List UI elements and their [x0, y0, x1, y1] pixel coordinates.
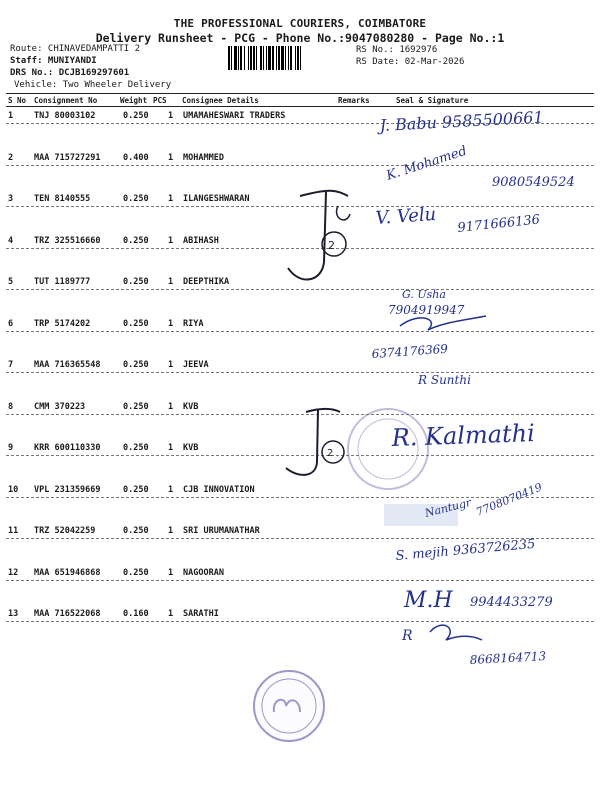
row-consignee: NAGOORAN: [183, 568, 224, 578]
row6-signature: [371, 342, 449, 361]
row-pcs: 1: [168, 319, 174, 329]
row-consignment-no: TNJ 80003102: [34, 111, 96, 121]
row-sno: 11: [8, 526, 19, 536]
row-consignee: CJB INNOVATION: [183, 485, 255, 495]
row-sno: 13: [8, 609, 19, 619]
row2-signature: [384, 144, 575, 190]
row-pcs: 1: [168, 485, 174, 495]
row-consignment-no: MAA 716522068: [34, 609, 101, 619]
row3-signature: [375, 204, 541, 236]
row11-signature: [395, 537, 536, 564]
row-consignee: KVB: [183, 443, 199, 453]
row-pcs: 1: [168, 236, 174, 246]
row-weight: 0.250: [123, 402, 149, 412]
row-consignment-no: KRR 600110330: [34, 443, 101, 453]
row-consignment-no: CMM 370223: [34, 402, 86, 412]
row-weight: 0.250: [123, 568, 149, 578]
row-pcs: 1: [168, 111, 174, 121]
row-sno: 12: [8, 568, 19, 578]
row-sno: 10: [8, 485, 19, 495]
row-consignment-no: VPL 231359669: [34, 485, 101, 495]
row-consignee: UMAMAHESWARI TRADERS: [183, 111, 286, 121]
row2-handwriting-name: K. Mohamed: [384, 143, 469, 184]
row-consignment-no: TRZ 325516660: [34, 236, 101, 246]
row7-handwriting: R Sunthi: [418, 373, 471, 387]
row-weight: 0.400: [123, 153, 149, 163]
row13-handwriting-name: R: [402, 628, 413, 644]
row-consignee: DEEPTHIKA: [183, 277, 230, 287]
row-consignment-no: MAA 716365548: [34, 360, 101, 370]
route-text: Route: CHINAVEDAMPATTI 2: [10, 44, 141, 54]
row6-handwriting: 6374176369: [371, 341, 449, 361]
document-subtitle: Delivery Runsheet - PCG - Phone No.:9047080280 - Page No.:1: [95, 31, 505, 45]
row-sno: 7: [8, 360, 14, 370]
row7-signature: [417, 373, 471, 387]
col-header-seal: Seal & Signature: [396, 96, 469, 105]
row-consignment-no: TUT 1189777: [34, 277, 91, 287]
row-consignee: SRI URUMANATHAR: [183, 526, 260, 536]
row-weight: 0.250: [123, 194, 149, 204]
row3-handwriting-phone: 9171666136: [456, 212, 541, 236]
row13-handwriting-phone: 8668164713: [469, 649, 547, 667]
col-header-consignee: Consignee Details: [182, 96, 259, 105]
row-sno: 4: [8, 236, 14, 246]
row-weight: 0.250: [123, 111, 149, 121]
row10-signature: [384, 481, 544, 526]
row-weight: 0.250: [123, 443, 149, 453]
row1-handwriting: J. Babu 9585500661: [379, 107, 545, 135]
row-consignee: ABIHASH: [183, 236, 219, 246]
office-round-stamp: [254, 671, 324, 741]
row-pcs: 1: [168, 277, 174, 287]
row13-signature: [401, 625, 547, 667]
row2-handwriting-phone: 9080549524: [492, 175, 575, 190]
row-consignee: MOHAMMED: [183, 153, 224, 163]
row-pcs: 1: [168, 153, 174, 163]
row9-handwriting: R. Kalmathi: [391, 419, 536, 452]
col-header-remarks: Remarks: [338, 96, 370, 105]
row5-signature: [388, 288, 486, 330]
row-pcs: 1: [168, 194, 174, 204]
row-sno: 6: [8, 319, 14, 329]
col-header-pcs: PCS: [153, 96, 167, 105]
row-consignment-no: MAA 651946868: [34, 568, 101, 578]
svg-text:2: 2: [327, 448, 334, 459]
row-consignee: RIYA: [183, 319, 204, 329]
row-consignment-no: TEN 8140555: [34, 194, 91, 204]
row11-handwriting: S. mejih 9363726235: [395, 536, 536, 564]
row12-signature: [403, 588, 553, 613]
row1-signature: [376, 107, 544, 135]
row-sno: 5: [8, 277, 14, 287]
row-pcs: 1: [168, 443, 174, 453]
row-weight: 0.250: [123, 319, 149, 329]
rs-number: RS No.: 1692976: [356, 45, 438, 55]
row-weight: 0.250: [123, 360, 149, 370]
col-header-sno: S No: [8, 96, 27, 105]
row-consignee: JEEVA: [183, 360, 209, 370]
row3-4-company-mark: [288, 191, 350, 280]
row-consignment-no: MAA 715727291: [34, 153, 101, 163]
rs-date: RS Date: 02-Mar-2026: [356, 57, 465, 67]
row12-handwriting-phone: 9944433279: [470, 595, 553, 610]
row10-handwriting-name: Nantugr: [423, 495, 473, 520]
svg-text:2: 2: [328, 239, 335, 252]
row5-handwriting-phone: 7904919947: [388, 303, 465, 317]
row-sno: 9: [8, 443, 14, 453]
row-weight: 0.250: [123, 277, 149, 287]
row-pcs: 1: [168, 568, 174, 578]
row-weight: 0.250: [123, 526, 149, 536]
row-weight: 0.250: [123, 485, 149, 495]
row-pcs: 1: [168, 360, 174, 370]
row-pcs: 1: [168, 609, 174, 619]
document-title: THE PROFESSIONAL COURIERS, COIMBATORE: [173, 17, 427, 30]
row-pcs: 1: [168, 526, 174, 536]
row-sno: 1: [8, 111, 14, 121]
row-consignee: KVB: [183, 402, 199, 412]
staff-text: Staff: MUNIYANDI: [10, 56, 97, 66]
row-weight: 0.250: [123, 236, 149, 246]
row-consignee: ILANGESHWARAN: [183, 194, 250, 204]
row-consignment-no: TRZ 52042259: [34, 526, 96, 536]
row9-signature: [390, 419, 535, 452]
row-consignment-no: TRP 5174202: [34, 319, 91, 329]
row-weight: 0.160: [123, 609, 149, 619]
vehicle-text: Vehicle: Two Wheeler Delivery: [14, 80, 172, 90]
row5-handwriting-name: G. Usha: [402, 288, 446, 301]
drs-number: DRS No.: DCJB169297601: [10, 68, 130, 78]
row3-handwriting-name: V. Velu: [374, 203, 437, 229]
row-sno: 2: [8, 153, 14, 163]
row8-9-company-mark: [286, 409, 344, 475]
col-header-weight: Weight: [120, 96, 148, 105]
row-sno: 8: [8, 402, 14, 412]
row-pcs: 1: [168, 402, 174, 412]
col-header-consignment: Consignment No: [34, 96, 98, 105]
row10-handwriting-phone: 7708070419: [474, 480, 545, 519]
row-sno: 3: [8, 194, 14, 204]
row12-handwriting-name: M.H: [404, 588, 453, 613]
row-consignee: SARATHI: [183, 609, 219, 619]
